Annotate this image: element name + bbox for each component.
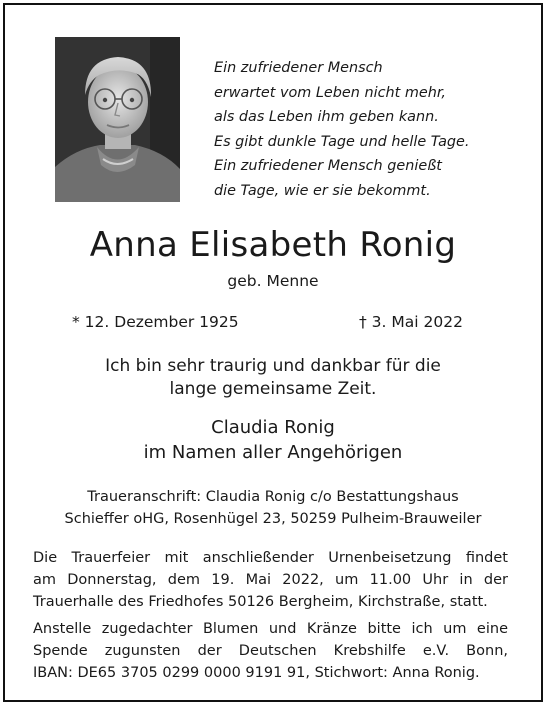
signer-note: im Namen aller Angehörigen — [143, 442, 403, 463]
donation-info-line: IBAN: DE65 3705 0299 0000 9191 91, Stichwort: Anna Ronig. — [33, 665, 480, 681]
poem-line: Ein zufriedener Mensch — [214, 60, 383, 76]
birth-date: * 12. Dezember 1925 — [72, 313, 239, 331]
poem-line: erwartet vom Leben nicht mehr, — [214, 84, 446, 101]
portrait-photo — [55, 37, 180, 202]
funeral-info-line: Trauerhalle des Friedhofes 50126 Bergheim, Kirchstraße, statt. — [33, 594, 488, 610]
donation-info-line: Anstelle zugedachter Blumen und Kränze bitte ich um eine — [33, 621, 508, 637]
address-line: Schieffer oHG, Rosenhügel 23, 50259 Pulheim-Brauweiler — [64, 511, 482, 527]
poem-line: Es gibt dunkle Tage und helle Tage. — [214, 133, 470, 150]
message-line: lange gemeinsame Zeit. — [169, 378, 377, 399]
poem-line: Ein zufriedener Mensch genießt — [214, 158, 442, 174]
message-line: Ich bin sehr traurig und dankbar für die — [105, 356, 441, 376]
signer — [0, 415, 546, 465]
address-line: Traueranschrift: Claudia Ronig c/o Bestattungshaus — [87, 489, 459, 505]
funeral-info-line: Die Trauerfeier mit anschließender Urnenbeisetzung findet — [33, 550, 508, 566]
signer-name: Claudia Ronig — [211, 417, 335, 438]
poem-line: als das Leben ihm geben kann. — [214, 109, 439, 125]
donation-info-line: Spende zugunsten der Deutschen Krebshilfe e.V. Bonn, — [33, 643, 508, 659]
poem-line: die Tage, wie er sie bekommt. — [214, 182, 431, 199]
donation-info — [33, 618, 508, 684]
poem — [214, 56, 514, 203]
born-name: geb. Menne — [227, 272, 319, 290]
mourning-message — [0, 355, 546, 400]
deceased-name: Anna Elisabeth Ronig — [89, 225, 457, 265]
death-date: † 3. Mai 2022 — [359, 313, 463, 331]
funeral-info — [33, 547, 508, 613]
funeral-info-line: am Donnerstag, dem 19. Mai 2022, um 11.00 Uhr in der — [33, 572, 508, 588]
mourning-address — [0, 486, 546, 530]
